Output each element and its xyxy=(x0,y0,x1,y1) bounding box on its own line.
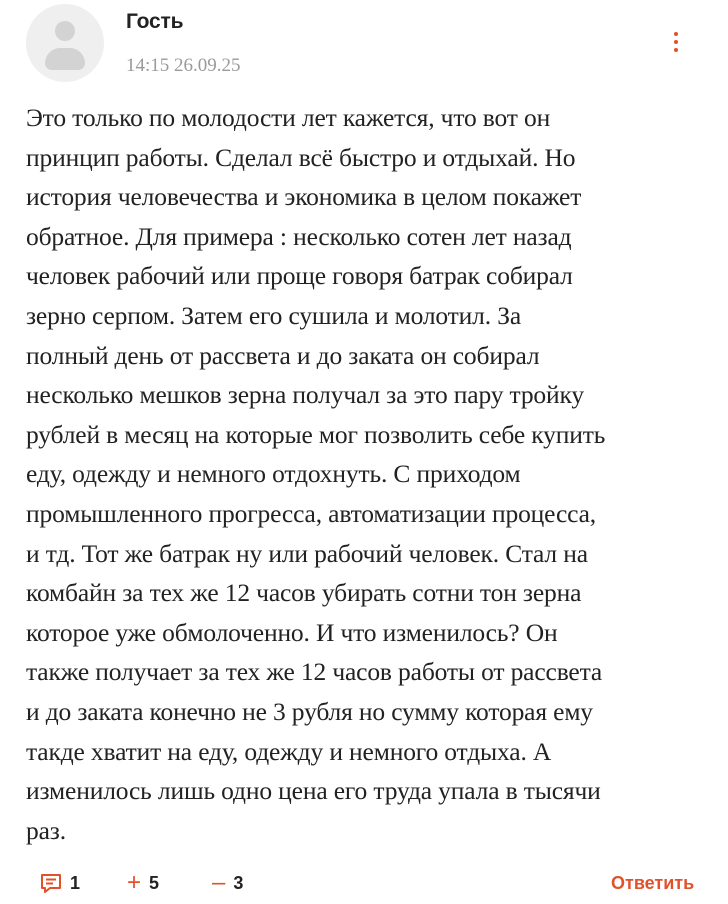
comment-text-line: рублей в месяц на которые мог позволить себе купить xyxy=(26,419,606,449)
reply-button[interactable]: Ответить xyxy=(611,873,695,893)
comment-text-line: промышленного прогресса, автоматизации процесса, xyxy=(26,498,597,528)
comment-text-line: несколько мешков зерна получал за это пару тройку xyxy=(26,380,585,410)
comment-text-line: такде хватит на еду, одежду и немного отдыха. А xyxy=(26,736,552,766)
comment-text-line: комбайн за тех же 12 часов убирать сотни тон зерна xyxy=(26,578,582,608)
replies-count: 1 xyxy=(70,872,81,893)
comment-text-line: зерно серпом. Затем его сушила и молотил. За xyxy=(26,300,521,330)
author-name: Гость xyxy=(126,10,184,33)
avatar-head-shape xyxy=(55,21,75,41)
comment-text-line: полный день от рассвета и до заката он собирал xyxy=(26,340,540,370)
comment-text xyxy=(26,98,716,850)
comment-text-line: принцип работы. Сделал всё быстро и отдыхай. Но xyxy=(26,142,576,172)
comment-text-line: Это только по молодости лет кажется, что вот он xyxy=(26,103,551,132)
comment-text-line: история человечества и экономика в целом покажет xyxy=(26,182,582,212)
more-options-icon[interactable] xyxy=(668,30,684,54)
upvote-count: 5 xyxy=(149,872,160,893)
comment-icon xyxy=(40,873,62,893)
comment-text-line: раз. xyxy=(26,815,66,845)
comment-text-line: и тд. Тот же батрак ну или рабочий человек. Стал на xyxy=(26,538,588,568)
comment-timestamp: 14:15 26.09.25 xyxy=(126,55,241,76)
minus-icon: – xyxy=(212,869,226,896)
plus-icon: + xyxy=(127,869,142,896)
downvote-button[interactable] xyxy=(212,869,244,896)
downvote-count: 3 xyxy=(233,872,244,893)
comment-text-line: еду, одежду и немного отдохнуть. С приходом xyxy=(26,459,521,489)
replies-counter[interactable] xyxy=(40,872,80,894)
avatar-body-shape xyxy=(45,48,85,70)
avatar[interactable] xyxy=(26,4,104,82)
comment-text-line: обратное. Для примера : несколько сотен лет назад xyxy=(26,221,572,251)
comment-text-line: которое уже обмолоченно. И что изменилось? Он xyxy=(26,617,558,647)
comment-footer xyxy=(0,860,728,900)
comment-text-line: изменилось лишь одно цена его труда упала в тысячи xyxy=(26,776,601,806)
comment-text-line: человек рабочий или проще говоря батрак собирал xyxy=(26,261,573,291)
comment-text-line: также получает за тех же 12 часов работы от рассвета xyxy=(26,657,603,687)
comment-text-line: и до заката конечно не 3 рубля но сумму которая ему xyxy=(26,696,593,726)
upvote-button[interactable] xyxy=(127,869,160,896)
